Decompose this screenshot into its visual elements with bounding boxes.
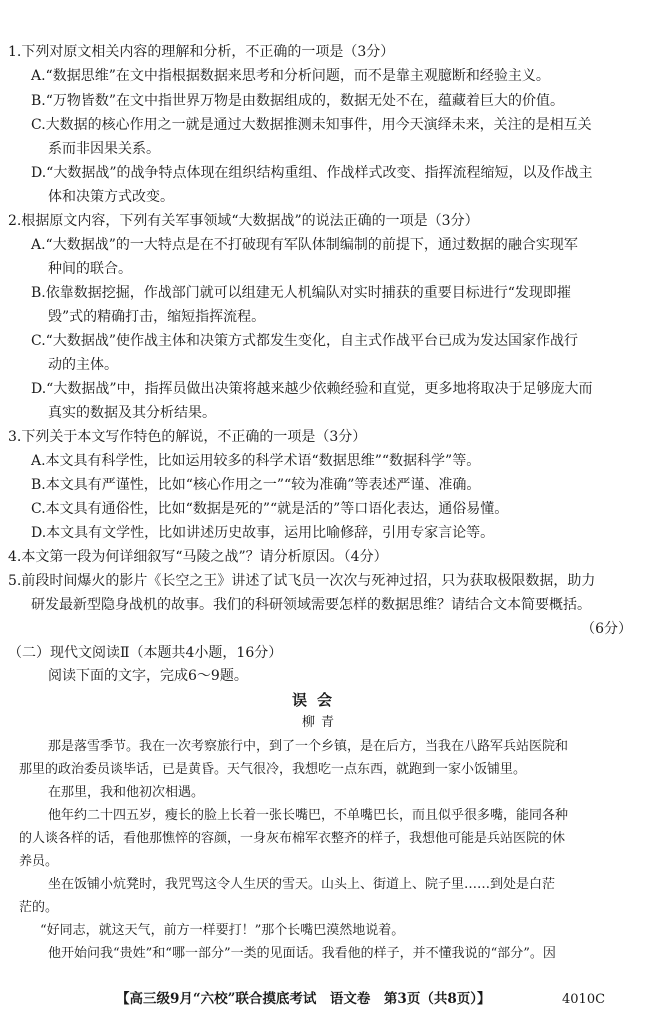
q5-line2: 研发最新型隐身战机的故事。我们的科研领域需要怎样的数据思维？请结合文本简要概括。 (31, 597, 591, 613)
story-author: 柳青 (302, 715, 341, 730)
q1-option-d-line1: D.“大数据战”的战争特点体现在组织结构重组、作战样式改变、指挥流程缩短，以及作战主 (31, 165, 593, 181)
q1-option-a: A.“数据思维”在文中指根据数据来思考和分析问题，而不是靠主观臆断和经验主义。 (31, 68, 550, 84)
section2-heading: （二）现代文阅读Ⅱ（本题共4小题，16分） (8, 645, 283, 661)
q2-stem: 2.根据原文内容，下列有关军事领域“大数据战”的说法正确的一项是（3分） (8, 213, 479, 229)
q3-option-b: B.本文具有严谨性，比如“核心作用之一”“较为准确”等表述严谨、准确。 (31, 477, 481, 493)
story-p6: 他开始问我“贵姓”和“哪一部分”一类的见面话。我看他的样子，并不懂我说的“部分”。因 (48, 946, 556, 961)
q2-option-b-line1: B.依靠数据挖掘，作战部门就可以组建无人机编队对实时捕获的重要目标进行“发现即摧 (31, 285, 571, 301)
q2-option-a-line1: A.“大数据战”的一大特点是在不打破现有军队体制编制的前提下，通过数据的融合实现军 (31, 237, 578, 253)
q2-option-d-line1: D.“大数据战”中，指挥员做出决策将越来越少依赖经验和直觉，更多地将取决于足够庞大而 (31, 381, 593, 397)
q5-score: （6分） (581, 621, 632, 637)
q3-option-d: D.本文具有文学性，比如讲述历史故事，运用比喻修辞，引用专家言论等。 (31, 525, 495, 541)
q1-option-c-line2: 系而非因果关系。 (48, 141, 160, 157)
q2-option-c-line1: C.“大数据战”使作战主体和决策方式都发生变化，自主式作战平台已成为发达国家作战行 (31, 333, 578, 349)
q4-stem: 4.本文第一段为何详细叙写“马陵之战”？请分析原因。（4分） (8, 549, 388, 565)
q3-option-a: A.本文具有科学性，比如运用较多的科学术语“数据思维”“数据科学”等。 (31, 453, 481, 469)
q2-option-c-line2: 动的主体。 (48, 357, 118, 373)
story-p3-line1: 他年约二十四五岁，瘦长的脸上长着一张长嘴巴，不单嘴巴长，而且似乎很多嘴，能同各种 (48, 808, 569, 823)
section2-instruction: 阅读下面的文字，完成6～9题。 (48, 668, 248, 684)
story-p1-line2: 那里的政治委员谈毕话，已是黄昏。天气很冷，我想吃一点东西，就跑到一家小饭铺里。 (19, 762, 527, 777)
story-p3-line3: 养员。 (19, 854, 59, 869)
story-p5: “好同志，就这天气，前方一样要打！”那个长嘴巴漠然地说着。 (40, 923, 405, 938)
q1-option-c-line1: C.大数据的核心作用之一就是通过大数据推测未知事件，用今天演绎未来，关注的是相互关 (31, 117, 592, 133)
story-p4-line2: 茫的。 (19, 900, 59, 915)
q1-stem: 1.下列对原文相关内容的理解和分析，不正确的一项是（3分） (8, 44, 395, 60)
story-p3-line2: 的人谈各样的话，看他那憔悴的容颜，一身灰布棉军衣整齐的样子，我想他可能是兵站医院的休 (19, 831, 566, 846)
story-title: 误会 (292, 691, 343, 709)
q2-option-d-line2: 真实的数据及其分析结果。 (48, 405, 216, 421)
page-footer: 【高三级9月“六校”联合摸底考试 语文卷 第3页（共8页）】 (116, 991, 491, 1007)
q2-option-b-line2: 毁”式的精确打击，缩短指挥流程。 (48, 309, 266, 325)
story-p4-line1: 坐在饭铺小炕凳时，我咒骂这令人生厌的雪天。山头上、街道上、院子里……到处是白茫 (48, 877, 556, 892)
exam-code: 4010C (562, 992, 606, 1007)
q3-option-c: C.本文具有通俗性，比如“数据是死的”“就是活的”等口语化表达，通俗易懂。 (31, 501, 509, 517)
q2-option-a-line2: 种间的联合。 (48, 261, 132, 277)
q3-stem: 3.下列关于本文写作特色的解说，不正确的一项是（3分） (8, 429, 367, 445)
q1-option-b: B.“万物皆数”在文中指世界万物是由数据组成的，数据无处不在，蕴藏着巨大的价值。 (31, 93, 565, 109)
q1-option-d-line2: 体和决策方式改变。 (48, 189, 174, 205)
story-p2: 在那里，我和他初次相遇。 (48, 785, 205, 800)
story-p1-line1: 那是落雪季节。我在一次考察旅行中，到了一个乡镇，是在后方，当我在八路军兵站医院和 (48, 739, 569, 754)
q5-line1: 5.前段时间爆火的影片《长空之王》讲述了试飞员一次次与死神过招，只为获取极限数据，助力 (8, 573, 596, 589)
